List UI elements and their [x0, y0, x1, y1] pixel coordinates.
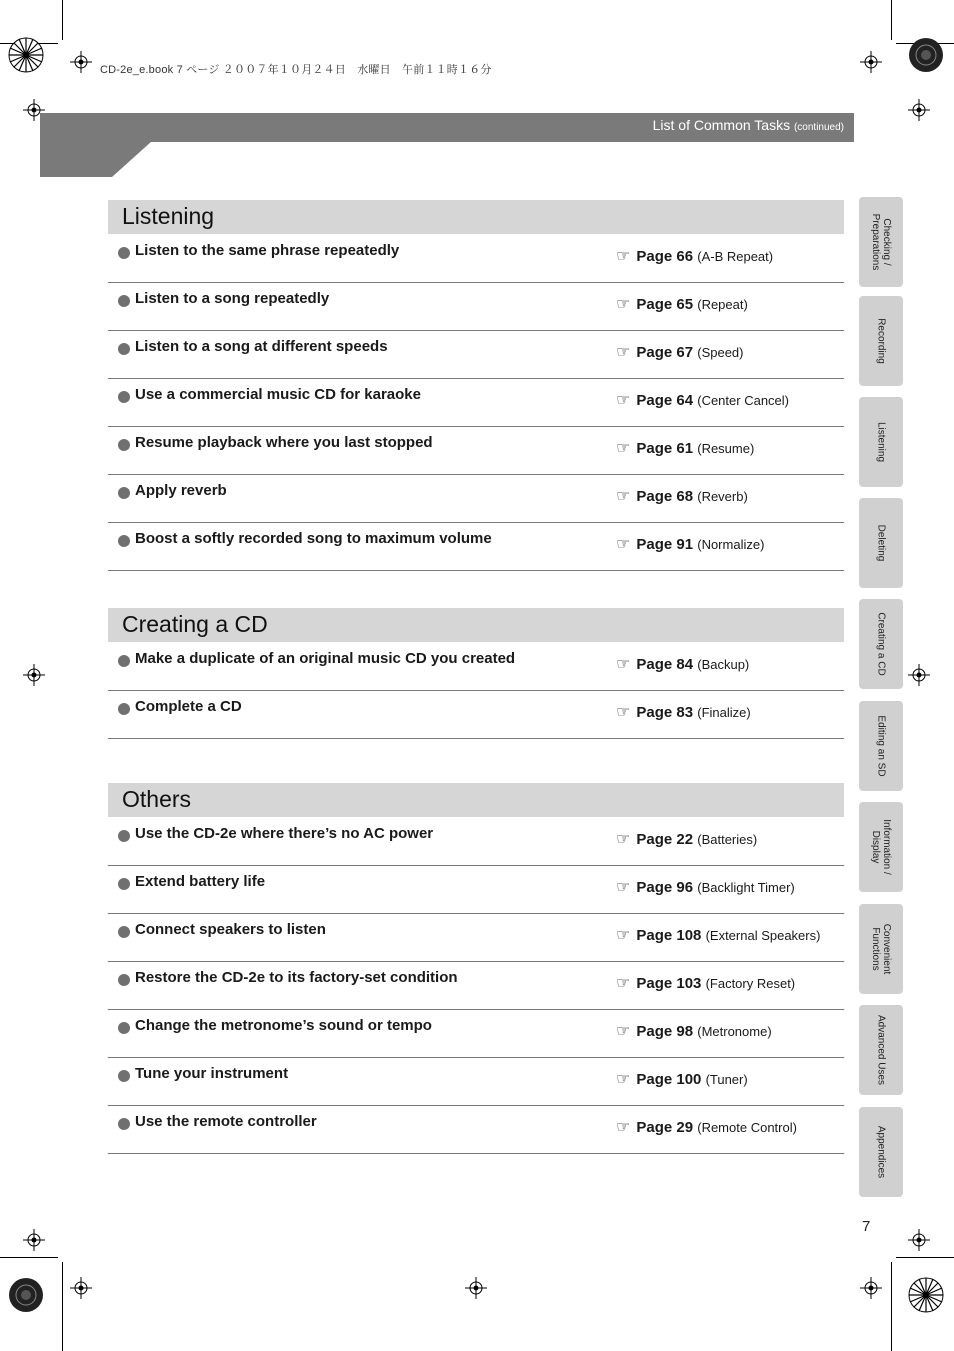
print-header: CD-2e_e.book 7 ページ ２００７年１０月２４日 水曜日 午前１１時１６分 — [100, 64, 492, 76]
header-banner — [40, 113, 854, 142]
side-tab-checking-preparations[interactable] — [859, 197, 903, 287]
feature-name: (Metronome) — [697, 1024, 772, 1039]
side-tab-advanced-uses[interactable] — [859, 1005, 903, 1095]
side-tab-convenient-functions[interactable] — [859, 904, 903, 994]
side-tab-label: Information / Display — [870, 819, 892, 875]
banner-continued: (continued) — [793, 122, 844, 133]
page-reference — [616, 246, 773, 266]
task-label: Boost a softly recorded song to maximum volume — [135, 530, 492, 547]
page-link[interactable]: Page 65 — [636, 296, 694, 313]
pointing-hand-icon: ☞ — [616, 392, 631, 409]
page-reference — [616, 1117, 797, 1137]
page-reference — [616, 973, 795, 993]
page-link[interactable]: Page 98 — [636, 1023, 694, 1040]
bullet-icon — [118, 1022, 130, 1034]
pointing-hand-icon: ☞ — [616, 440, 631, 457]
registration-mark-icon — [70, 51, 92, 73]
registration-mark-icon — [860, 1277, 882, 1299]
page-reference — [616, 925, 820, 945]
feature-name: (Remote Control) — [697, 1120, 797, 1135]
page-reference — [616, 1069, 748, 1089]
table-row — [108, 1057, 844, 1106]
page-link[interactable]: Page 22 — [636, 831, 694, 848]
starburst-mark-icon — [908, 1277, 944, 1313]
bullet-icon — [118, 1118, 130, 1130]
registration-mark-icon — [908, 99, 930, 121]
bullet-icon — [118, 830, 130, 842]
feature-name: (A-B Repeat) — [697, 249, 774, 264]
table-row — [108, 913, 844, 962]
task-label: Complete a CD — [135, 698, 242, 715]
pointing-hand-icon: ☞ — [616, 831, 631, 848]
side-tab-editing-an-sd[interactable] — [859, 701, 903, 791]
task-label: Restore the CD-2e to its factory-set condition — [135, 969, 458, 986]
pointing-hand-icon: ☞ — [616, 879, 631, 896]
side-tab-label: Creating a CD — [875, 612, 887, 676]
registration-mark-icon — [860, 51, 882, 73]
table-row — [108, 642, 844, 691]
side-tab-label: Editing an SD — [875, 715, 887, 777]
starburst-mark-icon — [8, 37, 44, 73]
page-link[interactable]: Page 84 — [636, 656, 694, 673]
page-link[interactable]: Page 83 — [636, 704, 694, 721]
banner-tail — [40, 141, 152, 177]
table-row — [108, 330, 844, 379]
bullet-icon — [118, 247, 130, 259]
feature-name: (Backlight Timer) — [697, 880, 795, 895]
table-row — [108, 1105, 844, 1154]
pointing-hand-icon: ☞ — [616, 704, 631, 721]
task-label: Tune your instrument — [135, 1065, 289, 1082]
feature-name: (Factory Reset) — [705, 976, 796, 991]
crop-mark — [62, 1262, 63, 1351]
bullet-icon — [118, 391, 130, 403]
pointing-hand-icon: ☞ — [616, 927, 631, 944]
page-reference — [616, 390, 789, 410]
page-reference — [616, 438, 754, 458]
feature-name: (External Speakers) — [705, 928, 821, 943]
page-link[interactable]: Page 103 — [636, 975, 702, 992]
bullet-icon — [118, 439, 130, 451]
bullet-icon — [118, 1070, 130, 1082]
table-row — [108, 690, 844, 739]
registration-mark-icon — [70, 1277, 92, 1299]
page-link[interactable]: Page 64 — [636, 392, 694, 409]
side-tab-label: Checking / Preparations — [870, 213, 892, 271]
crop-mark — [896, 1257, 954, 1258]
page-reference — [616, 702, 751, 722]
page-link[interactable]: Page 68 — [636, 488, 694, 505]
page-link[interactable]: Page 67 — [636, 344, 694, 361]
banner-title — [653, 117, 844, 133]
table-row — [108, 1009, 844, 1058]
section-header-others — [108, 783, 844, 817]
table-row — [108, 817, 844, 866]
feature-name: (Repeat) — [697, 297, 748, 312]
pointing-hand-icon: ☞ — [616, 1119, 631, 1136]
task-label: Connect speakers to listen — [135, 921, 326, 938]
page-reference — [616, 342, 743, 362]
task-label: Use the CD-2e where there’s no AC power — [135, 825, 434, 842]
page-link[interactable]: Page 66 — [636, 248, 694, 265]
bullet-icon — [118, 535, 130, 547]
pointing-hand-icon: ☞ — [616, 1023, 631, 1040]
side-tab-label: Convenient Functions — [870, 923, 892, 975]
pointing-hand-icon: ☞ — [616, 344, 631, 361]
page-reference — [616, 486, 748, 506]
crop-mark — [62, 0, 63, 40]
pointing-hand-icon: ☞ — [616, 536, 631, 553]
bullet-icon — [118, 655, 130, 667]
page-link[interactable]: Page 96 — [636, 879, 694, 896]
registration-mark-icon — [908, 1229, 930, 1251]
registration-mark-icon — [23, 1229, 45, 1251]
task-label: Listen to a song repeatedly — [135, 290, 330, 307]
page-link[interactable]: Page 100 — [636, 1071, 702, 1088]
crop-mark — [891, 1262, 892, 1351]
section-title: Others — [122, 786, 192, 812]
side-tab-label: Recording — [875, 318, 887, 364]
table-row — [108, 961, 844, 1010]
table-row — [108, 378, 844, 427]
feature-name: (Speed) — [697, 345, 744, 360]
registration-mark-icon — [908, 664, 930, 686]
task-label: Listen to a song at different speeds — [135, 338, 388, 355]
registration-mark-icon — [465, 1277, 487, 1299]
pointing-hand-icon: ☞ — [616, 656, 631, 673]
section-title: Listening — [122, 203, 215, 229]
pointing-hand-icon: ☞ — [616, 248, 631, 265]
section-header-listening — [108, 200, 844, 234]
page-link[interactable]: Page 108 — [636, 927, 702, 944]
task-label: Make a duplicate of an original music CD you created — [135, 650, 516, 667]
side-tab-label: Advanced Uses — [875, 1014, 887, 1086]
page-number: 7 — [862, 1218, 871, 1235]
bullet-icon — [118, 974, 130, 986]
section-title: Creating a CD — [122, 611, 268, 637]
side-tab-recording[interactable] — [859, 296, 903, 386]
crop-mark — [891, 0, 892, 40]
banner-title-text: List of Common Tasks — [652, 117, 791, 133]
feature-name: (Batteries) — [697, 832, 758, 847]
page-reference — [616, 654, 749, 674]
bullet-icon — [118, 703, 130, 715]
table-row — [108, 426, 844, 475]
page-link[interactable]: Page 91 — [636, 536, 694, 553]
side-tab-label: Appendices — [875, 1125, 887, 1179]
pointing-hand-icon: ☞ — [616, 1071, 631, 1088]
feature-name: (Normalize) — [697, 537, 765, 552]
side-tab-information-display[interactable] — [859, 802, 903, 892]
side-tab-creating-a-cd[interactable] — [859, 599, 903, 689]
page-reference — [616, 1021, 772, 1041]
bullet-icon — [118, 295, 130, 307]
feature-name: (Reverb) — [697, 489, 748, 504]
page-reference — [616, 534, 764, 554]
bullet-icon — [118, 343, 130, 355]
table-row — [108, 474, 844, 523]
pointing-hand-icon: ☞ — [616, 975, 631, 992]
bullet-icon — [118, 487, 130, 499]
task-label: Listen to the same phrase repeatedly — [135, 242, 400, 259]
task-label: Extend battery life — [135, 873, 266, 890]
page-reference — [616, 877, 795, 897]
crop-mark — [0, 1257, 58, 1258]
task-label: Resume playback where you last stopped — [135, 434, 433, 451]
side-tab-appendices[interactable] — [859, 1107, 903, 1197]
section-header-creating-a-cd — [108, 608, 844, 642]
pointing-hand-icon: ☞ — [616, 488, 631, 505]
task-label: Use the remote controller — [135, 1113, 317, 1130]
page-reference — [616, 829, 757, 849]
task-label: Apply reverb — [135, 482, 227, 499]
page-link[interactable]: Page 29 — [636, 1119, 694, 1136]
table-row — [108, 522, 844, 571]
bullet-icon — [118, 926, 130, 938]
side-tab-deleting[interactable] — [859, 498, 903, 588]
page-link[interactable]: Page 61 — [636, 440, 694, 457]
table-row — [108, 282, 844, 331]
feature-name: (Tuner) — [705, 1072, 748, 1087]
bullet-icon — [118, 878, 130, 890]
feature-name: (Finalize) — [697, 705, 751, 720]
table-row — [108, 865, 844, 914]
feature-name: (Resume) — [697, 441, 755, 456]
table-row — [108, 234, 844, 283]
side-tab-label: Listening — [875, 421, 887, 463]
registration-mark-icon — [23, 664, 45, 686]
side-tab-listening[interactable] — [859, 397, 903, 487]
starburst-mark-icon — [908, 37, 944, 73]
task-label: Use a commercial music CD for karaoke — [135, 386, 421, 403]
page-reference — [616, 294, 748, 314]
task-label: Change the metronome’s sound or tempo — [135, 1017, 432, 1034]
pointing-hand-icon: ☞ — [616, 296, 631, 313]
feature-name: (Backup) — [697, 657, 750, 672]
starburst-mark-icon — [8, 1277, 44, 1313]
side-tab-label: Deleting — [875, 524, 887, 562]
feature-name: (Center Cancel) — [697, 393, 789, 408]
